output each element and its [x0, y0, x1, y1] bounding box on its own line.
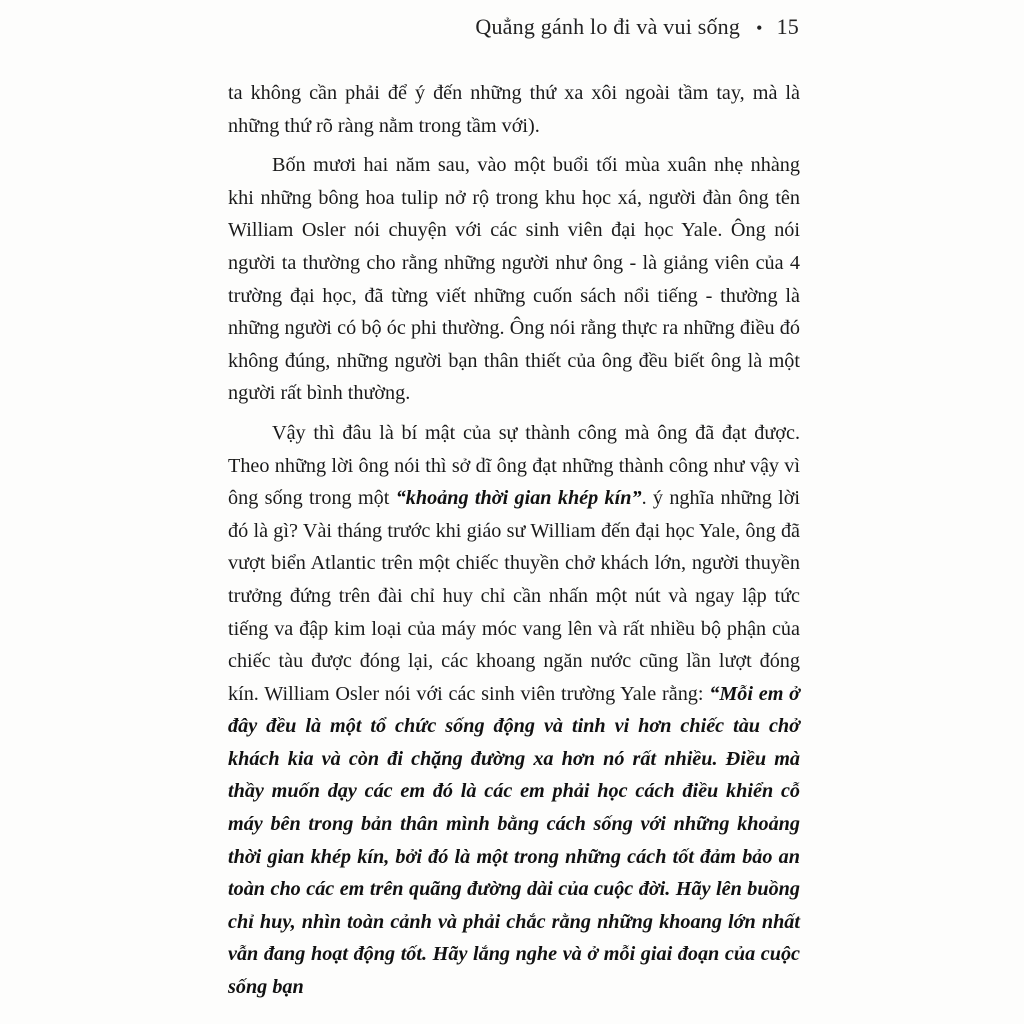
book-title: Quẳng gánh lo đi và vui sống [475, 14, 741, 39]
header-bullet: • [756, 18, 763, 38]
running-header [475, 14, 799, 40]
quote-closed-time: “khoảng thời gian khép kín” [395, 487, 642, 510]
paragraph-text: Vậy thì đâu là bí mật của sự thành công mà ông đã đạt được. Theo những lời ông nói thì sở dĩ ông đạt những thành công như vậy vì ông sống trong một [228, 421, 800, 510]
paragraph-secret-of-success [228, 417, 800, 1004]
quote-osler-speech: “Mỗi em ở đây đều là một tổ chức sống động và tinh vi hơn chiếc tàu chở khách kia và còn đi chặng đường xa hơn nó rất nhiều. Điều mà thầy muốn dạy các em đó là các em phải học cách điều khiển cỗ máy bên trong bản thân mình bằng cách sống với những khoảng thời gian khép kín, bởi đó là một trong những cách tốt đảm bảo an toàn cho các em trên quãng đường dài của cuộc đời. Hãy lên buồng chỉ huy, nhìn toàn cảnh và phải chắc rằng những khoang lớn nhất vẫn đang hoạt động tốt. Hãy lắng nghe và ở mỗi giai đoạn của cuộc sống bạn [228, 682, 800, 999]
paragraph-william-osler: Bốn mươi hai năm sau, vào một buổi tối mùa xuân nhẹ nhàng khi những bông hoa tulip nở rộ trong khu học xá, người đàn ông tên William Osler nói chuyện với các sinh viên đại học Yale. Ông nói người ta thường cho rằng những người như ông - là giảng viên của 4 trường đại học, đã từng viết những cuốn sách nổi tiếng - thường là những người có bộ óc phi thường. Ông nói rằng thực ra những điều đó không đúng, những người bạn thân thiết của ông đều biết ông là một người rất bình thường. [228, 154, 800, 405]
page-number: 15 [776, 14, 799, 39]
paragraph-continuation: ta không cần phải để ý đến những thứ xa xôi ngoài tầm tay, mà là những thứ rõ ràng nằm trong tầm với). [228, 82, 800, 137]
page-body [228, 77, 800, 1004]
paragraph-text: . ý nghĩa những lời đó là gì? Vài tháng trước khi giáo sư William đến đại học Yale, ông đã vượt biển Atlantic trên một chiếc thuyền chở khách lớn, người thuyền trưởng đứng trên đài chỉ huy chỉ cần nhấn một nút và ngay lập tức tiếng va đập kim loại của máy móc vang lên và rất nhiều bộ phận của chiếc tàu được đóng lại, các khoang ngăn nước cũng lần lượt đóng kín. William Osler nói với các sinh viên trường Yale rằng: [228, 487, 801, 705]
